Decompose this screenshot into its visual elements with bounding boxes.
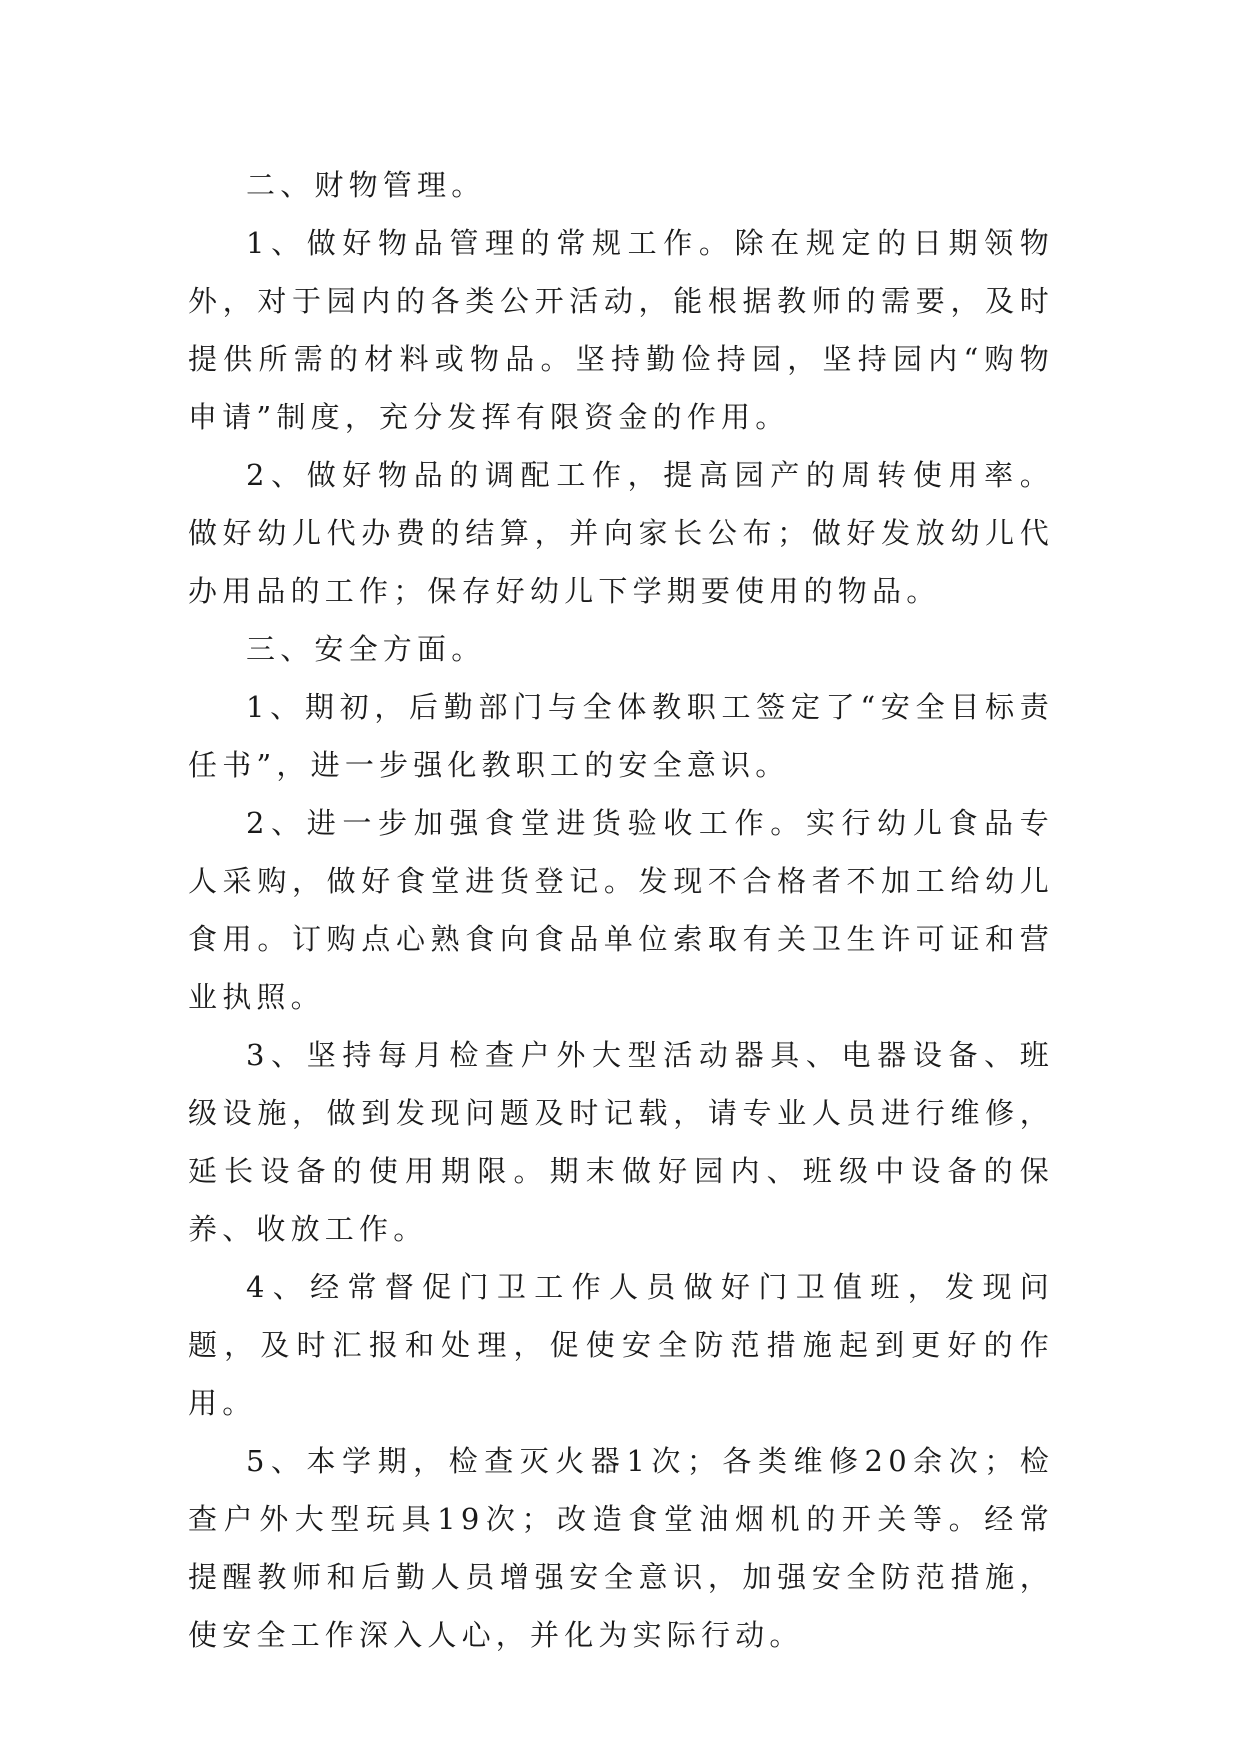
paragraph-item-allocation: 2、做好物品的调配工作，提高园产的周转使用率。做好幼儿代办费的结算，并向家长公布；做好发放幼儿代办用品的工作；保存好幼儿下学期要使用的物品。 (188, 458, 1054, 608)
paragraph-guard-duty: 4、经常督促门卫工作人员做好门卫值班，发现问题，及时汇报和处理，促使安全防范措施起到更好的作用。 (188, 1270, 1054, 1420)
section-heading-property-management: 二、财物管理。 (246, 168, 486, 202)
paragraph-item-management: 1、做好物品管理的常规工作。除在规定的日期领物外，对于园内的各类公开活动，能根据教师的需要，及时提供所需的材料或物品。坚持勤俭持园，坚持园内“购物申请”制度，充分发挥有限资金的作用。 (188, 226, 1054, 434)
section-heading-safety: 三、安全方面。 (246, 632, 486, 666)
paragraph-safety-responsibility: 1、期初，后勤部门与全体教职工签定了“安全目标责任书”，进一步强化教职工的安全意识。 (188, 690, 1054, 782)
paragraph-semester-summary: 5、本学期，检查灭火器1次；各类维修20余次；检查户外大型玩具19次；改造食堂油烟机的开关等。经常提醒教师和后勤人员增强安全意识，加强安全防范措施，使安全工作深入人心，并化为实际行动。 (188, 1444, 1054, 1652)
document-body (188, 156, 1054, 1664)
paragraph-equipment-inspection: 3、坚持每月检查户外大型活动器具、电器设备、班级设施，做到发现问题及时记载，请专业人员进行维修，延长设备的使用期限。期末做好园内、班级中设备的保养、收放工作。 (188, 1038, 1054, 1246)
paragraph-canteen-inspection: 2、进一步加强食堂进货验收工作。实行幼儿食品专人采购，做好食堂进货登记。发现不合格者不加工给幼儿食用。订购点心熟食向食品单位索取有关卫生许可证和营业执照。 (188, 806, 1054, 1014)
